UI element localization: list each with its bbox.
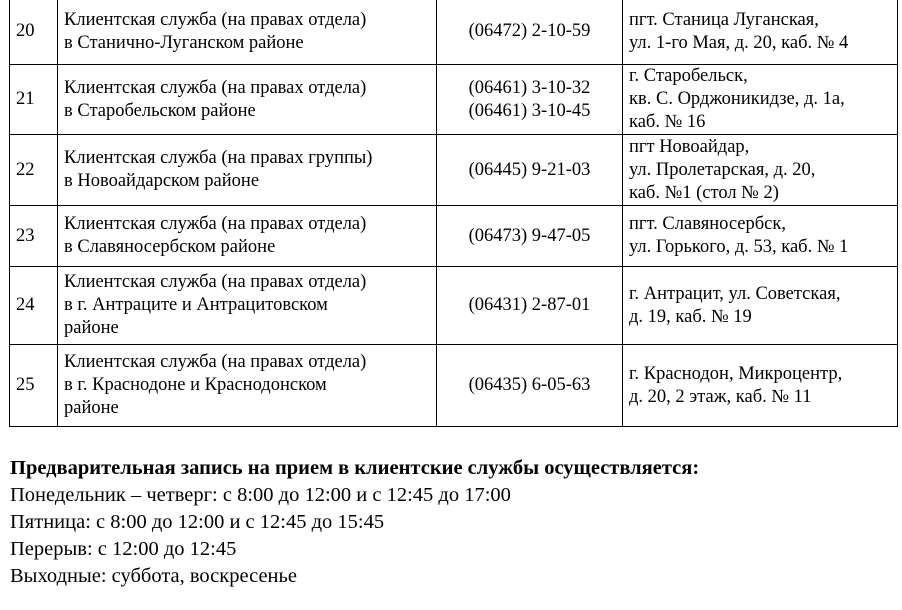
schedule-heading: Предварительная запись на прием в клиентские службы осуществляется: (10, 457, 700, 479)
office-name-line: в Славяносербском районе (64, 237, 276, 257)
phone-number: (06461) 3-10-45 (468, 100, 591, 121)
table-row (10, 267, 898, 345)
row-number: 25 (10, 345, 58, 427)
phone-number: (06445) 9-21-03 (468, 159, 591, 180)
address-line: ул. Пролетарская, д. 20, (629, 159, 816, 180)
address-line: ул. Горького, д. 53, каб. № 1 (629, 237, 849, 257)
phone-number: (06435) 6-05-63 (468, 375, 591, 395)
office-phone (437, 0, 623, 65)
office-address (623, 345, 898, 427)
address-line: ул. 1-го Мая, д. 20, каб. № 4 (629, 32, 849, 53)
row-number: 23 (10, 206, 58, 267)
schedule-days-off: Выходные: суббота, воскресенье (10, 565, 297, 587)
row-number: 21 (10, 65, 58, 135)
phone-number: (06473) 9-47-05 (468, 225, 591, 246)
client-services-table (9, 0, 898, 427)
office-name (58, 135, 437, 206)
appointment-schedule (10, 455, 890, 590)
table-row (10, 345, 898, 427)
office-phone (437, 267, 623, 345)
office-name-line: Клиентская служба (на правах группы) (64, 148, 373, 168)
office-name-line: Клиентская служба (на правах отдела) (64, 9, 367, 30)
office-phone (437, 135, 623, 206)
schedule-mon-thu: Понедельник – четверг: с 8:00 до 12:00 и с 12:45 до 17:00 (10, 484, 511, 506)
office-name (58, 345, 437, 427)
office-name-line: Клиентская служба (на правах отдела) (64, 352, 367, 372)
address-line: д. 20, 2 этаж, каб. № 11 (629, 386, 812, 407)
office-name-line: Клиентская служба (на правах отдела) (64, 272, 367, 292)
office-name-line: в Новоайдарском районе (64, 171, 260, 191)
office-name-line: в Старобельском районе (64, 100, 256, 121)
address-line: пгт. Славяносербск, (629, 214, 786, 234)
office-name (58, 206, 437, 267)
phone-number: (06472) 2-10-59 (468, 21, 591, 41)
table-row (10, 135, 898, 206)
address-line: г. Старобельск, (629, 66, 748, 86)
office-address (623, 135, 898, 206)
office-phone (437, 65, 623, 135)
phone-number: (06461) 3-10-32 (468, 77, 591, 98)
office-name (58, 65, 437, 135)
office-name-line: в г. Антраците и Антрацитовском (64, 295, 328, 315)
table-row (10, 0, 898, 65)
address-line: каб. №1 (стол № 2) (629, 182, 779, 203)
phone-number: (06431) 2-87-01 (468, 295, 591, 315)
row-number: 22 (10, 135, 58, 206)
office-address (623, 65, 898, 135)
office-address (623, 0, 898, 65)
office-name (58, 267, 437, 345)
office-name-line: районе (64, 318, 119, 338)
office-name-line: Клиентская служба (на правах отдела) (64, 214, 367, 234)
office-name-line: Клиентская служба (на правах отдела) (64, 77, 367, 98)
address-line: каб. № 16 (629, 112, 706, 132)
schedule-break: Перерыв: с 12:00 до 12:45 (10, 538, 237, 560)
address-line: г. Антрацит, ул. Советская, (629, 283, 841, 304)
office-name-line: районе (64, 398, 119, 418)
office-name (58, 0, 437, 65)
office-phone (437, 345, 623, 427)
address-line: г. Краснодон, Микроцентр, (629, 363, 843, 384)
table-row (10, 206, 898, 267)
address-line: д. 19, каб. № 19 (629, 306, 752, 327)
office-address (623, 206, 898, 267)
office-phone (437, 206, 623, 267)
office-name-line: в Станично-Луганском районе (64, 32, 304, 53)
office-name-line: в г. Краснодоне и Краснодонском (64, 375, 327, 395)
address-line: пгт. Станица Луганская, (629, 9, 819, 30)
office-address (623, 267, 898, 345)
schedule-friday: Пятница: с 8:00 до 12:00 и с 12:45 до 15:45 (10, 511, 385, 533)
address-line: кв. С. Орджоникидзе, д. 1а, (629, 89, 845, 109)
address-line: пгт Новоайдар, (629, 136, 750, 157)
row-number: 20 (10, 0, 58, 65)
table-row (10, 65, 898, 135)
row-number: 24 (10, 267, 58, 345)
